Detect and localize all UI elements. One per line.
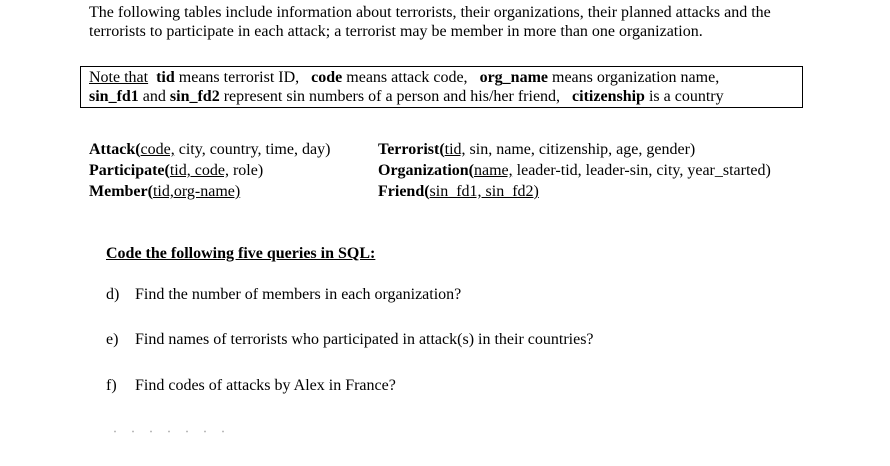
note-org-desc: means organization name,: [548, 69, 720, 86]
schema-terrorist-key: tid,: [444, 141, 466, 158]
query-text: Find the number of members in each organization?: [135, 286, 462, 303]
query-label: d): [106, 286, 120, 303]
schema-organization-name: Organization(: [378, 162, 474, 179]
intro-paragraph: [89, 3, 829, 41]
schema-participate-rest: role): [228, 162, 264, 179]
note-label: Note that: [89, 69, 149, 86]
note-sin2-term: sin_fd2: [169, 88, 220, 105]
note-sin1-term: sin_fd1: [89, 88, 139, 105]
schema-organization-rest: leader-tid, leader-sin, city, year_started): [512, 162, 771, 179]
note-and-word: and: [138, 88, 170, 105]
schema-organization: [378, 160, 771, 181]
note-sin-desc: represent sin numbers of a person and his/her friend,: [219, 88, 561, 105]
intro-line-1: The following tables include information about terrorists, their organizations, their planned attacks and the: [89, 4, 771, 21]
note-tid-term: tid: [156, 69, 175, 86]
schema-friend-name: Friend(: [378, 183, 430, 200]
note-citizenship-desc: is a country: [644, 88, 724, 105]
query-text: Find names of terrorists who participated in attack(s) in their countries?: [135, 331, 594, 348]
note-line-1: [89, 68, 794, 87]
query-item: [106, 377, 396, 395]
query-label: f): [106, 377, 117, 394]
schema-friend-key: sin_fd1, sin_fd2): [429, 183, 539, 200]
schema-member: [89, 181, 330, 202]
schema-participate-key: tid, code,: [169, 162, 229, 179]
cut-off-text-remnant: [106, 430, 236, 433]
note-citizenship-term: citizenship: [572, 88, 645, 105]
note-tid-desc: means terrorist ID,: [174, 69, 300, 86]
schema-friend: [378, 181, 771, 202]
schema-attack-name: Attack(: [89, 141, 141, 158]
query-item: [106, 331, 594, 349]
note-code-term: code: [311, 69, 343, 86]
note-org-term: org_name: [479, 69, 548, 86]
schema-terrorist-name: Terrorist(: [378, 141, 445, 158]
query-text: Find codes of attacks by Alex in France?: [135, 377, 396, 394]
schema-attack: [89, 139, 330, 160]
schema-terrorist: [378, 139, 771, 160]
note-box: [80, 66, 803, 108]
query-label: e): [106, 331, 119, 348]
schema-member-key: tid,org-name): [152, 183, 241, 200]
intro-line-2: terrorists to participate in each attack; a terrorist may be member in more than one organization.: [89, 23, 703, 40]
schema-left-column: [89, 139, 330, 202]
note-line-2: [89, 87, 794, 106]
schema-terrorist-rest: sin, name, citizenship, age, gender): [465, 141, 696, 158]
note-code-desc: means attack code,: [342, 69, 468, 86]
schema-participate: [89, 160, 330, 181]
schema-attack-rest: city, country, time, day): [174, 141, 331, 158]
schema-participate-name: Participate(: [89, 162, 170, 179]
schema-organization-key: name,: [474, 162, 513, 179]
queries-heading: Code the following five queries in SQL:: [106, 245, 376, 262]
schema-right-column: [378, 139, 771, 202]
schema-attack-key: code,: [140, 141, 175, 158]
query-item: [106, 286, 461, 304]
schema-member-name: Member(: [89, 183, 153, 200]
